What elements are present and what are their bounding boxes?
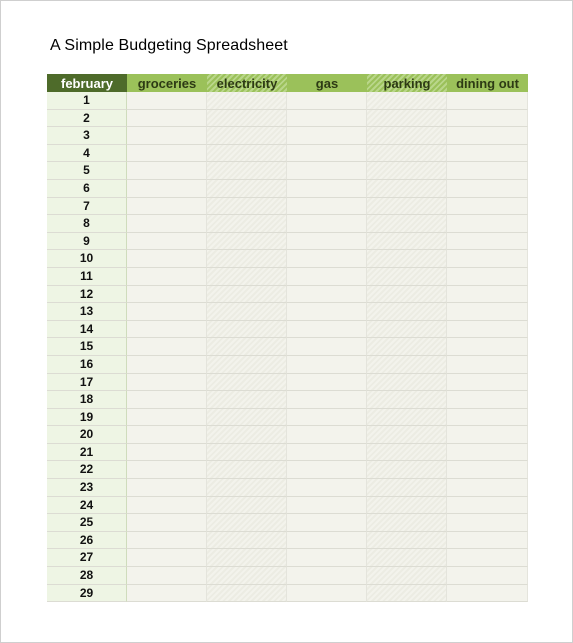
day-number-cell[interactable]: 22 [47, 461, 127, 479]
expense-cell-dining-out[interactable] [447, 567, 528, 585]
expense-cell-dining-out[interactable] [447, 303, 528, 321]
expense-cell-groceries[interactable] [127, 497, 207, 515]
expense-cell-gas[interactable] [287, 532, 367, 550]
day-number-cell[interactable]: 7 [47, 198, 127, 216]
expense-cell-gas[interactable] [287, 514, 367, 532]
expense-cell-electricity[interactable] [207, 286, 287, 304]
expense-cell-gas[interactable] [287, 286, 367, 304]
expense-cell-groceries[interactable] [127, 127, 207, 145]
expense-cell-gas[interactable] [287, 426, 367, 444]
expense-cell-electricity[interactable] [207, 127, 287, 145]
expense-cell-gas[interactable] [287, 145, 367, 163]
expense-cell-groceries[interactable] [127, 426, 207, 444]
expense-cell-groceries[interactable] [127, 444, 207, 462]
expense-cell-parking[interactable] [367, 426, 447, 444]
expense-cell-parking[interactable] [367, 356, 447, 374]
expense-cell-electricity[interactable] [207, 321, 287, 339]
day-number-cell[interactable]: 12 [47, 286, 127, 304]
expense-cell-dining-out[interactable] [447, 479, 528, 497]
expense-cell-dining-out[interactable] [447, 268, 528, 286]
table-row [47, 532, 528, 550]
column-header-parking[interactable]: parking [367, 74, 447, 92]
expense-cell-groceries[interactable] [127, 409, 207, 427]
expense-cell-gas[interactable] [287, 198, 367, 216]
day-number-cell[interactable]: 26 [47, 532, 127, 550]
expense-cell-dining-out[interactable] [447, 497, 528, 515]
expense-cell-electricity[interactable] [207, 497, 287, 515]
expense-cell-electricity[interactable] [207, 250, 287, 268]
day-number-cell[interactable]: 27 [47, 549, 127, 567]
expense-cell-gas[interactable] [287, 356, 367, 374]
day-number-cell[interactable]: 4 [47, 145, 127, 163]
table-row [47, 444, 528, 462]
table-row [47, 250, 528, 268]
expense-cell-dining-out[interactable] [447, 374, 528, 392]
column-header-dining-out[interactable]: dining out [447, 74, 528, 92]
expense-cell-parking[interactable] [367, 215, 447, 233]
table-row [47, 110, 528, 128]
table-row [47, 180, 528, 198]
expense-cell-parking[interactable] [367, 162, 447, 180]
table-body [47, 92, 528, 602]
expense-cell-gas[interactable] [287, 162, 367, 180]
expense-cell-electricity[interactable] [207, 567, 287, 585]
expense-cell-dining-out[interactable] [447, 391, 528, 409]
expense-cell-groceries[interactable] [127, 180, 207, 198]
expense-cell-groceries[interactable] [127, 532, 207, 550]
expense-cell-gas[interactable] [287, 461, 367, 479]
day-number-cell[interactable]: 13 [47, 303, 127, 321]
expense-cell-gas[interactable] [287, 479, 367, 497]
expense-cell-parking[interactable] [367, 321, 447, 339]
day-number-cell[interactable]: 3 [47, 127, 127, 145]
table-row [47, 198, 528, 216]
expense-cell-gas[interactable] [287, 409, 367, 427]
table-row [47, 268, 528, 286]
expense-cell-dining-out[interactable] [447, 110, 528, 128]
expense-cell-groceries[interactable] [127, 250, 207, 268]
expense-cell-groceries[interactable] [127, 549, 207, 567]
day-number-cell[interactable]: 24 [47, 497, 127, 515]
expense-cell-dining-out[interactable] [447, 514, 528, 532]
day-number-cell[interactable]: 25 [47, 514, 127, 532]
page-title: A Simple Budgeting Spreadsheet [50, 37, 288, 54]
expense-cell-gas[interactable] [287, 92, 367, 110]
expense-cell-gas[interactable] [287, 391, 367, 409]
expense-cell-dining-out[interactable] [447, 321, 528, 339]
expense-cell-groceries[interactable] [127, 268, 207, 286]
expense-cell-electricity[interactable] [207, 338, 287, 356]
day-number-cell[interactable]: 11 [47, 268, 127, 286]
day-number-cell[interactable]: 10 [47, 250, 127, 268]
expense-cell-electricity[interactable] [207, 180, 287, 198]
expense-cell-electricity[interactable] [207, 198, 287, 216]
table-row [47, 338, 528, 356]
day-number-cell[interactable]: 23 [47, 479, 127, 497]
table-row [47, 303, 528, 321]
table-row [47, 145, 528, 163]
expense-cell-gas[interactable] [287, 127, 367, 145]
expense-cell-parking[interactable] [367, 585, 447, 603]
expense-cell-dining-out[interactable] [447, 338, 528, 356]
expense-cell-groceries[interactable] [127, 233, 207, 251]
day-number-cell[interactable]: 16 [47, 356, 127, 374]
expense-cell-dining-out[interactable] [447, 409, 528, 427]
day-number-cell[interactable]: 6 [47, 180, 127, 198]
day-number-cell[interactable]: 5 [47, 162, 127, 180]
expense-cell-groceries[interactable] [127, 585, 207, 603]
expense-cell-gas[interactable] [287, 585, 367, 603]
expense-cell-groceries[interactable] [127, 567, 207, 585]
table-row [47, 514, 528, 532]
table-row [47, 567, 528, 585]
day-number-cell[interactable]: 28 [47, 567, 127, 585]
column-header-gas[interactable]: gas [287, 74, 367, 92]
table-row [47, 286, 528, 304]
table-row [47, 233, 528, 251]
day-number-cell[interactable]: 8 [47, 215, 127, 233]
table-row [47, 391, 528, 409]
expense-cell-groceries[interactable] [127, 479, 207, 497]
expense-cell-electricity[interactable] [207, 215, 287, 233]
expense-cell-groceries[interactable] [127, 286, 207, 304]
expense-cell-groceries[interactable] [127, 374, 207, 392]
expense-cell-dining-out[interactable] [447, 286, 528, 304]
expense-cell-dining-out[interactable] [447, 215, 528, 233]
expense-cell-electricity[interactable] [207, 409, 287, 427]
expense-cell-dining-out[interactable] [447, 444, 528, 462]
table-row [47, 127, 528, 145]
expense-cell-groceries[interactable] [127, 356, 207, 374]
expense-cell-dining-out[interactable] [447, 180, 528, 198]
expense-cell-gas[interactable] [287, 444, 367, 462]
expense-cell-dining-out[interactable] [447, 198, 528, 216]
table-row [47, 321, 528, 339]
expense-cell-groceries[interactable] [127, 303, 207, 321]
expense-cell-dining-out[interactable] [447, 145, 528, 163]
table-row [47, 549, 528, 567]
expense-cell-gas[interactable] [287, 250, 367, 268]
expense-cell-parking[interactable] [367, 180, 447, 198]
expense-cell-parking[interactable] [367, 374, 447, 392]
expense-cell-parking[interactable] [367, 532, 447, 550]
expense-cell-gas[interactable] [287, 321, 367, 339]
header-row [47, 74, 528, 92]
expense-cell-groceries[interactable] [127, 145, 207, 163]
expense-cell-electricity[interactable] [207, 426, 287, 444]
expense-cell-electricity[interactable] [207, 532, 287, 550]
expense-cell-electricity[interactable] [207, 514, 287, 532]
expense-cell-electricity[interactable] [207, 268, 287, 286]
expense-cell-electricity[interactable] [207, 391, 287, 409]
table-row [47, 426, 528, 444]
expense-cell-electricity[interactable] [207, 92, 287, 110]
expense-cell-electricity[interactable] [207, 162, 287, 180]
day-number-cell[interactable]: 14 [47, 321, 127, 339]
expense-cell-dining-out[interactable] [447, 162, 528, 180]
expense-cell-parking[interactable] [367, 549, 447, 567]
expense-cell-dining-out[interactable] [447, 92, 528, 110]
expense-cell-dining-out[interactable] [447, 461, 528, 479]
table-row [47, 497, 528, 515]
table-row [47, 409, 528, 427]
expense-cell-electricity[interactable] [207, 145, 287, 163]
day-number-cell[interactable]: 21 [47, 444, 127, 462]
table-row [47, 162, 528, 180]
table-row [47, 461, 528, 479]
expense-cell-parking[interactable] [367, 127, 447, 145]
expense-cell-parking[interactable] [367, 145, 447, 163]
day-number-cell[interactable]: 2 [47, 110, 127, 128]
column-header-groceries[interactable]: groceries [127, 74, 207, 92]
expense-cell-dining-out[interactable] [447, 532, 528, 550]
expense-cell-electricity[interactable] [207, 461, 287, 479]
table-row [47, 585, 528, 603]
expense-cell-parking[interactable] [367, 338, 447, 356]
expense-cell-parking[interactable] [367, 303, 447, 321]
expense-cell-parking[interactable] [367, 514, 447, 532]
expense-cell-parking[interactable] [367, 567, 447, 585]
expense-cell-gas[interactable] [287, 497, 367, 515]
expense-cell-groceries[interactable] [127, 215, 207, 233]
expense-cell-dining-out[interactable] [447, 127, 528, 145]
expense-cell-electricity[interactable] [207, 356, 287, 374]
expense-cell-electricity[interactable] [207, 479, 287, 497]
expense-cell-gas[interactable] [287, 215, 367, 233]
expense-cell-groceries[interactable] [127, 198, 207, 216]
table-row [47, 215, 528, 233]
expense-cell-gas[interactable] [287, 303, 367, 321]
column-header-electricity[interactable]: electricity [207, 74, 287, 92]
table-row [47, 92, 528, 110]
expense-cell-parking[interactable] [367, 461, 447, 479]
expense-cell-gas[interactable] [287, 180, 367, 198]
expense-cell-groceries[interactable] [127, 162, 207, 180]
expense-cell-groceries[interactable] [127, 514, 207, 532]
table-row [47, 374, 528, 392]
day-number-cell[interactable]: 29 [47, 585, 127, 603]
expense-cell-groceries[interactable] [127, 321, 207, 339]
expense-cell-parking[interactable] [367, 198, 447, 216]
expense-cell-dining-out[interactable] [447, 549, 528, 567]
day-number-cell[interactable]: 18 [47, 391, 127, 409]
day-number-cell[interactable]: 15 [47, 338, 127, 356]
expense-cell-parking[interactable] [367, 92, 447, 110]
expense-cell-parking[interactable] [367, 233, 447, 251]
expense-cell-gas[interactable] [287, 374, 367, 392]
expense-cell-gas[interactable] [287, 268, 367, 286]
expense-cell-groceries[interactable] [127, 391, 207, 409]
expense-cell-parking[interactable] [367, 409, 447, 427]
expense-cell-parking[interactable] [367, 250, 447, 268]
expense-cell-dining-out[interactable] [447, 356, 528, 374]
expense-cell-parking[interactable] [367, 268, 447, 286]
expense-cell-gas[interactable] [287, 567, 367, 585]
expense-cell-electricity[interactable] [207, 233, 287, 251]
expense-cell-gas[interactable] [287, 549, 367, 567]
expense-cell-gas[interactable] [287, 338, 367, 356]
expense-cell-parking[interactable] [367, 479, 447, 497]
expense-cell-parking[interactable] [367, 391, 447, 409]
expense-cell-gas[interactable] [287, 110, 367, 128]
expense-cell-electricity[interactable] [207, 585, 287, 603]
expense-cell-groceries[interactable] [127, 461, 207, 479]
expense-cell-dining-out[interactable] [447, 233, 528, 251]
expense-cell-groceries[interactable] [127, 338, 207, 356]
day-number-cell[interactable]: 17 [47, 374, 127, 392]
expense-cell-dining-out[interactable] [447, 426, 528, 444]
day-number-cell[interactable]: 20 [47, 426, 127, 444]
day-number-cell[interactable]: 1 [47, 92, 127, 110]
expense-cell-parking[interactable] [367, 286, 447, 304]
column-header-february[interactable]: february [47, 74, 127, 92]
table-row [47, 356, 528, 374]
expense-cell-parking[interactable] [367, 444, 447, 462]
expense-cell-electricity[interactable] [207, 303, 287, 321]
expense-cell-electricity[interactable] [207, 374, 287, 392]
expense-cell-groceries[interactable] [127, 110, 207, 128]
expense-cell-dining-out[interactable] [447, 250, 528, 268]
budget-table [47, 74, 528, 602]
day-number-cell[interactable]: 19 [47, 409, 127, 427]
expense-cell-gas[interactable] [287, 233, 367, 251]
expense-cell-groceries[interactable] [127, 92, 207, 110]
day-number-cell[interactable]: 9 [47, 233, 127, 251]
expense-cell-parking[interactable] [367, 110, 447, 128]
table-row [47, 479, 528, 497]
expense-cell-electricity[interactable] [207, 549, 287, 567]
expense-cell-parking[interactable] [367, 497, 447, 515]
expense-cell-dining-out[interactable] [447, 585, 528, 603]
expense-cell-electricity[interactable] [207, 110, 287, 128]
expense-cell-electricity[interactable] [207, 444, 287, 462]
